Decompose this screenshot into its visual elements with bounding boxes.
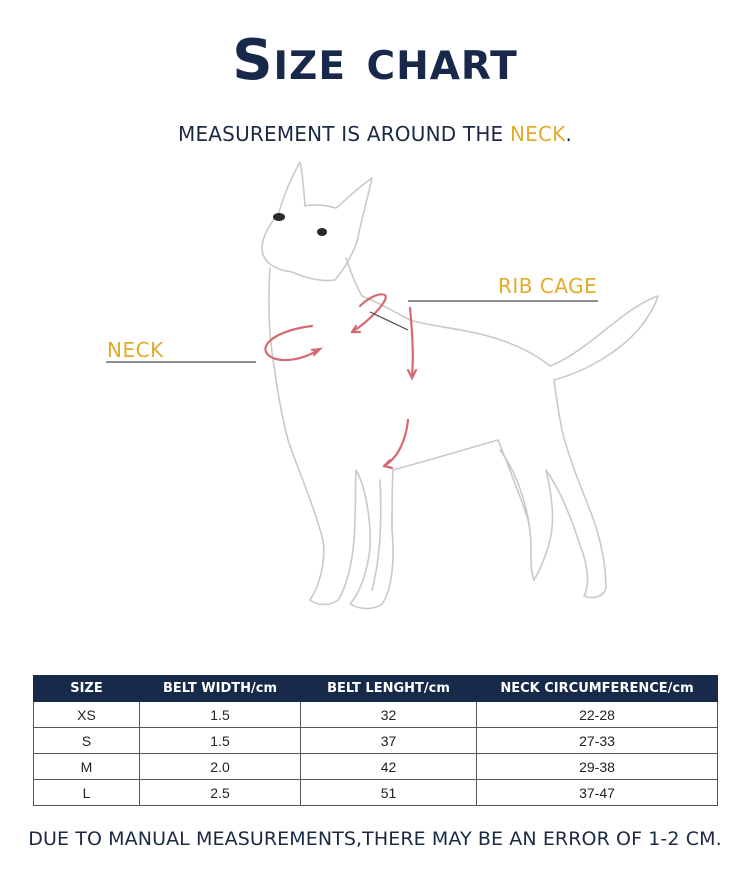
size-table-header-row xyxy=(34,676,718,702)
rib-cage-pointer-line xyxy=(370,312,408,330)
cell-size: L xyxy=(34,780,140,806)
table-row xyxy=(34,754,718,780)
rib-cage-label: RIB CAGE xyxy=(498,274,598,298)
cell-belt-width: 2.5 xyxy=(140,780,301,806)
cell-belt-length: 42 xyxy=(301,754,477,780)
cell-neck-circumference: 29-38 xyxy=(477,754,718,780)
neck-label: NECK xyxy=(107,338,164,362)
table-row xyxy=(34,780,718,806)
dog-head-outline xyxy=(262,162,372,281)
subtitle-suffix: . xyxy=(565,122,572,146)
cell-size: S xyxy=(34,728,140,754)
cell-neck-circumference: 27-33 xyxy=(477,728,718,754)
dog-body-outline xyxy=(269,258,658,609)
page-title: Size chart xyxy=(232,28,518,93)
measurement-error-note: DUE TO MANUAL MEASUREMENTS,THERE MAY BE AN ERROR OF 1-2 CM. xyxy=(28,828,722,850)
subtitle-highlight: NECK xyxy=(509,122,566,146)
size-table xyxy=(33,675,718,806)
table-row xyxy=(34,702,718,728)
dog-eye xyxy=(317,228,327,236)
cell-belt-length: 32 xyxy=(301,702,477,728)
subtitle-prefix: MEASUREMENT IS AROUND THE xyxy=(178,122,510,146)
table-row xyxy=(34,728,718,754)
cell-neck-circumference: 37-47 xyxy=(477,780,718,806)
cell-belt-width: 1.5 xyxy=(140,728,301,754)
header-size: SIZE xyxy=(34,676,140,702)
cell-belt-length: 37 xyxy=(301,728,477,754)
cell-neck-circumference: 22-28 xyxy=(477,702,718,728)
cell-size: M xyxy=(34,754,140,780)
ribcage-lower-arc xyxy=(384,420,408,466)
ribcage-measure-line xyxy=(410,308,413,376)
cell-size: XS xyxy=(34,702,140,728)
dog-leg-detail-2 xyxy=(500,450,530,530)
cell-belt-width: 1.5 xyxy=(140,702,301,728)
subtitle xyxy=(0,122,750,146)
header-neck-circumference: NECK CIRCUMFERENCE/cm xyxy=(477,676,718,702)
cell-belt-width: 2.0 xyxy=(140,754,301,780)
upper-neck-measure-arc xyxy=(352,294,386,332)
header-belt-width: BELT WIDTH/cm xyxy=(140,676,301,702)
neck-measure-arc xyxy=(265,326,318,360)
cell-belt-length: 51 xyxy=(301,780,477,806)
dog-illustration xyxy=(0,150,750,620)
dog-nose xyxy=(273,213,285,221)
dog-leg-detail xyxy=(372,480,381,590)
header-belt-length: BELT LENGHT/cm xyxy=(301,676,477,702)
